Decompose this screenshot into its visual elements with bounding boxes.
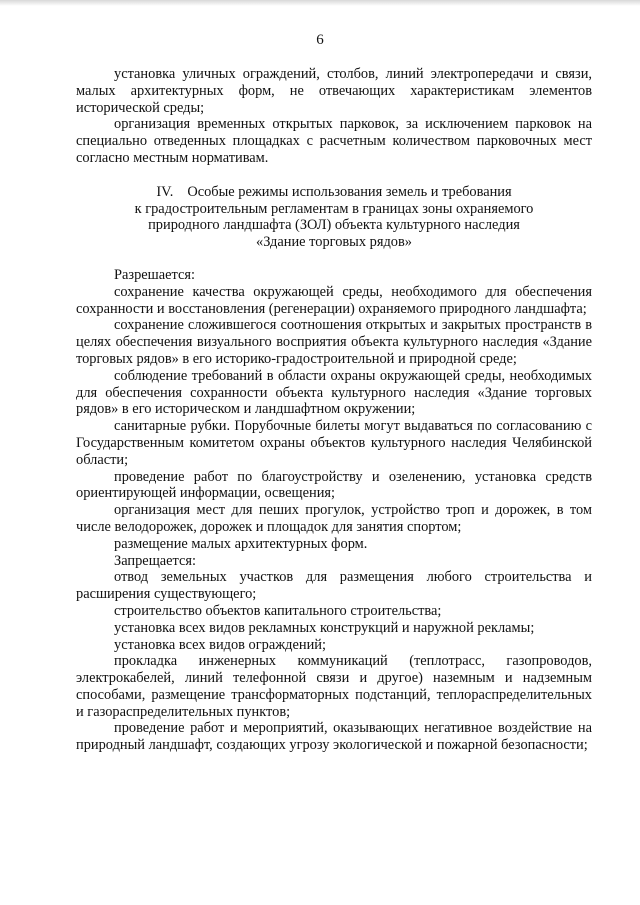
section-title-line: к градостроительным регламентам в границах зоны охраняемого — [134, 200, 534, 217]
permitted-item: сохранение сложившегося соотношения открытых и закрытых пространств в целях обеспечения визуального восприятия объекта культурного наследия «Здание торговых рядов» в его историко-градостроительной и природной среде; — [76, 317, 592, 367]
prohibited-item: установка всех видов ограждений; — [114, 636, 326, 653]
permitted-item: соблюдение требований в области охраны окружающей среды, необходимых для обеспечения сохранности объекта культурного наследия «Здание торговых рядов» в его историческом и ландшафтном окружении; — [76, 367, 592, 418]
section-heading-line — [76, 184, 592, 201]
permitted-item: санитарные рубки. Порубочные билеты могут выдаваться по согласованию с Государственным комитетом охраны объектов культурного наследия Челябинской области; — [76, 418, 592, 468]
prohibited-item: проведение работ и мероприятий, оказывающих негативное воздействие на природный ландшафт, создающих угрозу экологической и пожарной безопасности; — [76, 720, 592, 754]
prohibited-item: отвод земельных участков для размещения любого строительства и расширения существующего; — [76, 569, 592, 603]
permitted-item: сохранение качества окружающей среды, необходимого для обеспечения сохранности и восстановления (регенерации) охраняемого природного ландшафта; — [76, 283, 592, 317]
section-title-line: природного ландшафта (ЗОЛ) объекта культурного наследия — [148, 217, 520, 234]
paragraph: организация временных открытых парковок, за исключением парковок на специально отведенных площадках с расчетным количеством парковочных мест согласно местным нормативам. — [76, 116, 592, 166]
scan-edge — [0, 0, 640, 6]
permitted-item: организация мест для пеших прогулок, устройство троп и дорожек, в том числе велодорожек, дорожек и площадок для занятия спортом; — [76, 502, 592, 535]
section-heading — [76, 184, 592, 251]
document-body — [76, 66, 592, 754]
section-title-line: «Здание торговых рядов» — [256, 234, 412, 251]
prohibited-item: установка всех видов рекламных конструкций и наружной рекламы; — [114, 619, 535, 636]
page-number: 6 — [316, 32, 324, 48]
section-title-line: Особые режимы использования земель и требования — [187, 183, 512, 200]
paragraph: установка уличных ограждений, столбов, линий электропередачи и связи, малых архитектурных форм, не отвечающих характеристикам элементов исторической среды; — [76, 66, 592, 116]
prohibited-item: прокладка инженерных коммуникаций (теплотрасс, газопроводов, электрокабелей, линий телефонной связи и другое) наземным и надземным способами, размещение трансформаторных подстанций, теплораспределительных и газораспределительных пунктов; — [76, 653, 592, 720]
permitted-item: размещение малых архитектурных форм. — [114, 535, 368, 552]
prohibited-label: Запрещается: — [114, 552, 197, 569]
section-number: IV. — [156, 183, 174, 200]
prohibited-item: строительство объектов капитального строительства; — [114, 602, 442, 619]
permitted-label: Разрешается: — [114, 266, 195, 283]
permitted-item: проведение работ по благоустройству и озеленению, установка средств ориентирующей информации, освещения; — [76, 468, 592, 502]
